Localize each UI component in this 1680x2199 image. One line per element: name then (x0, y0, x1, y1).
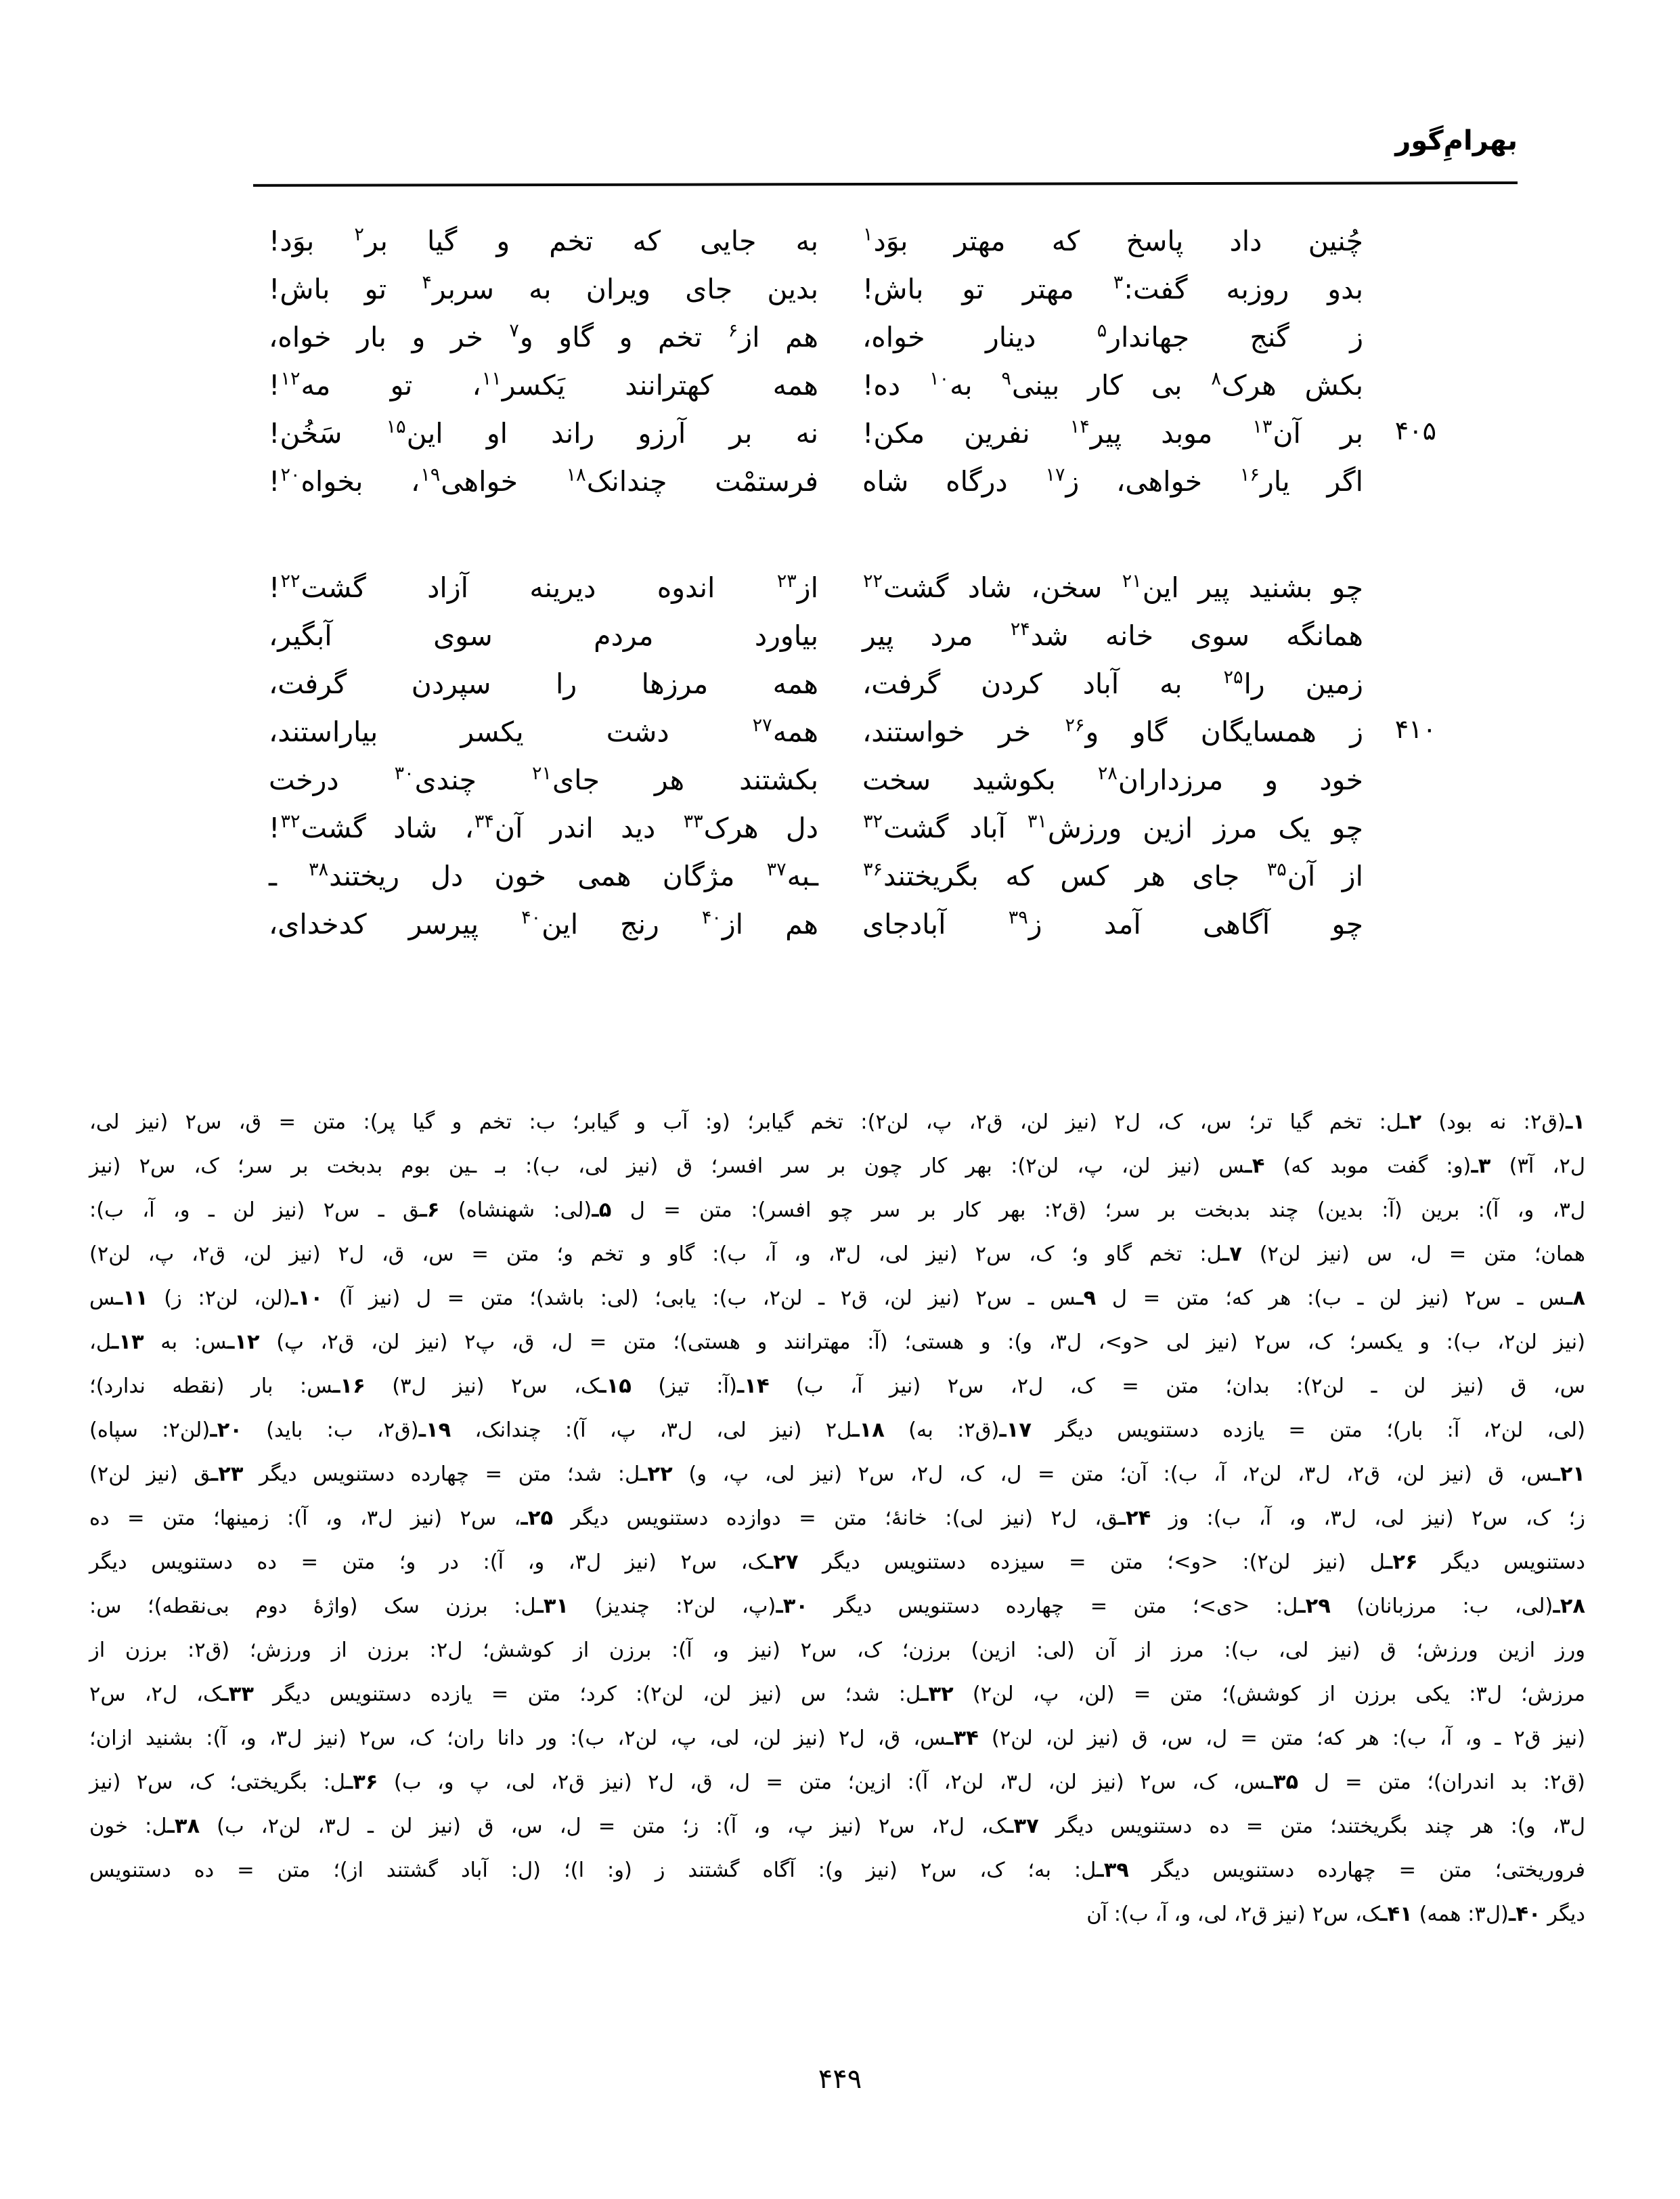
hemistich-second: ـبه$^{۳۷}$ مژگان همی خون دل ریختند$^{۳۸}$ ـ (269, 859, 818, 892)
hemistich-first: بر آن$^{۱۳}$ موبد پیر$^{۱۴}$ نفرین مکن! (862, 416, 1363, 450)
hemistich-first: بدو روزبه گفت:$^۳$ مهتر تو باش! (862, 272, 1364, 305)
apparatus-lemma-number: ۴ـ (1245, 1154, 1265, 1178)
apparatus-lemma-number: ۲۵ـ (521, 1506, 554, 1530)
hemistich-second: هم از$^۶$ تخم و گاو و$^۷$ خر و بار خواه، (269, 320, 818, 353)
footnote-marker: ۲۸ (1097, 763, 1118, 785)
apparatus-lemma-number: ۸ـ (1565, 1286, 1585, 1310)
hemistich-second: همه$^{۲۷}$ دشت یکسر بیاراستند، (269, 715, 818, 748)
verse-line (225, 709, 1436, 757)
apparatus-lemma-number: ۲۱ـ (1553, 1462, 1585, 1486)
footnote-marker: ۳۷ (766, 859, 787, 881)
apparatus-lemma-number: ۱۷ـ (999, 1418, 1032, 1442)
apparatus-lemma-number: ۱۵ـ (599, 1374, 632, 1398)
running-head: بهرامِ‌گور (1395, 125, 1518, 156)
footnote-marker: ۲۴ (1010, 619, 1030, 640)
apparatus-lemma-number: ۱۴ـ (736, 1374, 770, 1398)
verse-line (225, 266, 1436, 314)
hemistich-second: هم از$^{۴۰}$ رنج این$^{۴۰}$ پیرسر کدخدای، (269, 907, 818, 940)
footnote-marker: ۱۵ (386, 416, 406, 438)
footnote-marker: ۱۸ (566, 464, 586, 486)
hemistich-second: به جایی که تخم و گیا بر$^۲$ بوَد! (269, 224, 818, 257)
stanza (225, 218, 1436, 506)
hemistich-first: ز همسایگان گاو و$^{۲۶}$ خر خواستند، (862, 715, 1363, 748)
footnote-marker: ۴ (422, 272, 432, 294)
footnote-marker: ۳۹ (1008, 907, 1028, 929)
footnote-marker: ۳۶ (863, 859, 883, 881)
apparatus-lemma-number: ۳۶ـ (345, 1770, 378, 1794)
apparatus-line: ورز ازین ورزش؛ ق (نیز لی، ب): مرز از آن (لی: ازین) برزن؛ ک، س۲ (نیز و، آ): برزن از کوشش؛ ل۲: برزن از ورزش؛ (ق۲: برزن از (89, 1638, 1585, 1662)
footnote-marker: ۲۰ (280, 464, 301, 486)
footnote-marker: ۳۸ (309, 859, 329, 881)
apparatus-line: (نیز ق۲ ـ و، آ، ب): هر که؛ متن = ل، س، ق (نیز لن، لن۲) ۳۴ـس، ق، ل۲ (نیز لن، لی، پ، لن۲، ب): ور دانا ران؛ ک، س۲ (نیز ل۳، و، آ): بشنید ازان؛ (89, 1726, 1585, 1750)
hemistich-second: همه کهترانند یَکسر$^{۱۱}$، تو مه$^{۱۲}$! (269, 368, 818, 401)
hemistich-first: ز گنج جهاندار$^۵$ دینار خواه، (862, 320, 1363, 353)
stanza (225, 565, 1436, 949)
footnote-marker: ۱۷ (1045, 464, 1065, 486)
critical-apparatus (89, 1100, 1585, 1936)
apparatus-line: ل۲، آ۳) ۳ـ(و: گفت موبد که) ۴ـس (نیز لن، پ، لن۲): بهر کار چون بر سر افسر؛ ق (نیز لی، ب): بـ ـین بوم بدبخت بر سر؛ ک، س۲ (نیز (89, 1154, 1585, 1178)
verse-number (1363, 853, 1436, 858)
apparatus-line: ۱ـ(ق۲: نه بود) ۲ـل: تخم گیا تر؛ س، ک، ل۲ (نیز لن، ق۲، پ، لن۲): تخم گیابر؛ (و: آب و گیابر؛ ب: تخم و گیا پر): متن = ق، س۲ (نیز لی، (89, 1110, 1585, 1134)
verse-number (1363, 362, 1436, 368)
verse-number (1363, 805, 1436, 810)
hemistich-first: بکش هرک$^۸$ بی کار بینی$^۹$ به$^{۱۰}$ ده! (862, 368, 1364, 401)
footnote-marker: ۱۶ (1239, 464, 1260, 486)
verse-line (225, 458, 1436, 506)
hemistich-second: بدین جای ویران به سربر$^۴$ تو باش! (269, 272, 818, 305)
apparatus-line: ز؛ ک، س۲ (نیز لی، ل۳، و، آ، ب): وز ۲۴ـق، ل۲ (نیز لی): خانهٔ؛ متن = دوازده دستنویس دیگر ۲۵ـ، س۲ (نیز ل۳، و، آ): زمینها؛ متن = ده (89, 1506, 1585, 1530)
apparatus-lemma-number: ۳۳ـ (221, 1682, 254, 1706)
apparatus-lemma-number: ۱۲ـ (227, 1330, 260, 1354)
footnote-marker: ۲۶ (1065, 715, 1085, 737)
header-rule (253, 181, 1518, 187)
hemistich-first: چو بشنید پیر این$^{۲۱}$ سخن، شاد گشت$^{۲۲}$ (863, 571, 1363, 604)
footnote-marker: ۱۳ (1252, 416, 1273, 438)
apparatus-lemma-number: ۵ـ (592, 1198, 612, 1222)
apparatus-line: (نیز لن۲، ب): و یکسر؛ ک، س۲ (نیز لی <و>، ل۳، و): و هستی؛ (آ: مهترانند و هستی)؛ متن = ل، ق، پ۲ (نیز لن، ق۲، پ) ۱۲ـس: به ۱۳ـل، (89, 1330, 1585, 1354)
footnote-marker: ۳۵ (1266, 859, 1287, 881)
hemistich-second: همه مرزها را سپردن گرفت، (269, 668, 818, 700)
apparatus-lemma-number: ۱۶ـ (333, 1374, 366, 1398)
hemistich-first: همانگه سوی خانه شد$^{۲۴}$ مرد پیر (862, 619, 1364, 652)
apparatus-lemma-number: ۳۹ـ (1097, 1858, 1129, 1882)
footnote-marker: ۲۷ (752, 715, 772, 737)
footnote-marker: ۲ (354, 224, 364, 246)
verse-number (1363, 757, 1436, 762)
hemistich-first: خود و مرزداران$^{۲۸}$ بکوشید سخت (862, 763, 1363, 796)
footnote-marker: ۱ (863, 224, 873, 246)
apparatus-line: دستنویس دیگر ۲۶ـل (نیز لن۲): <و>؛ متن = سیزده دستنویس دیگر ۲۷ـک، س۲ (نیز ل۳، و، آ): در و؛ متن = ده دستنویس دیگر (89, 1550, 1585, 1574)
footnote-marker: ۵ (1097, 320, 1107, 342)
apparatus-lemma-number: ۲۶ـ (1385, 1550, 1418, 1574)
apparatus-lemma-number: ۳۰ـ (776, 1594, 808, 1618)
apparatus-lemma-number: ۲۴ـ (1118, 1506, 1151, 1530)
apparatus-lemma-number: ۱۰ـ (290, 1286, 324, 1310)
apparatus-lemma-number: ۲۲ـ (640, 1462, 673, 1486)
hemistich-first: از آن$^{۳۵}$ جای هر کس که بگریختند$^{۳۶}$ (863, 859, 1363, 892)
footnote-marker: ۱۴ (1069, 416, 1090, 438)
apparatus-line: (لی، لن۲، آ: بار)؛ متن = یازده دستنویس دیگر ۱۷ـ(ق۲: به) ۱۸ـل۲ (نیز لی، ل۳، پ، آ): چندانک، ۱۹ـ(ق۲، ب: باید) ۲۰ـ(لن۲: سپاه) (89, 1418, 1585, 1442)
hemistich-first: اگر یار$^{۱۶}$ خواهی، ز$^{۱۷}$ درگاه شاه (862, 464, 1363, 498)
footnote-marker: ۲۱ (1122, 571, 1142, 592)
hemistich-first: چُنین داد پاسخ که مهتر بوَد$^۱$ (863, 224, 1363, 257)
footnote-marker: ۳۰ (394, 763, 414, 785)
verse-line (225, 805, 1436, 853)
footnote-marker: ۹ (1001, 368, 1011, 390)
hemistich-first: زمین را$^{۲۵}$ به آباد کردن گرفت، (862, 667, 1363, 700)
footnote-marker: ۲۱ (531, 763, 552, 785)
verse-number (1363, 565, 1436, 570)
footnote-marker: ۸ (1211, 368, 1221, 390)
apparatus-lemma-number: ۲۸ـ (1553, 1594, 1585, 1618)
verse-line (225, 218, 1436, 266)
footnote-marker: ۶ (728, 320, 738, 342)
apparatus-line: ۲۸ـ(لی، ب: مرزبانان) ۲۹ـل: <ی>؛ متن = چهارده دستنویس دیگر ۳۰ـ(پ، لن۲: چندیز) ۳۱ـل: برزن سک (واژهٔ دوم بی‌نقطه)؛ س: (89, 1594, 1585, 1618)
footnote-marker: ۴۰ (521, 907, 541, 929)
apparatus-line: ۲۱ـس، ق (نیز لن، ق۲، ل۳، لن۲، آ، ب): آن؛ متن = ل، ک، ل۲، س۲ (نیز لی، پ، و) ۲۲ـل: شد؛ متن = چهارده دستنویس دیگر ۲۳ـق (نیز لن۲) (89, 1462, 1585, 1486)
apparatus-lemma-number: ۳۸ـ (167, 1814, 200, 1838)
apparatus-line: (ق۲: بد اندران)؛ متن = ل ۳۵ـس، ک، س۲ (نیز لن، ل۳، لن۲، آ): ازین؛ متن = ل، ق، ل۲ (نیز ق۲، لی، پ و، ب) ۳۶ـل: بگریختی؛ ک، س۲ (نیز (89, 1770, 1585, 1794)
apparatus-lemma-number: ۲۷ـ (766, 1550, 799, 1574)
verse-number (1363, 613, 1436, 618)
footnote-marker: ۱۲ (280, 368, 301, 390)
footnote-marker: ۳۳ (683, 811, 703, 833)
footnote-marker: ۱۹ (420, 464, 441, 486)
footnote-marker: ۳۲ (280, 811, 301, 833)
apparatus-line: ل۳، و، آ): برین (آ: بدین) چند بدبخت بر سر؛ (ق۲: بهر کار بر سر چو افسر): متن = ل ۵ـ(لی: شهنشاه) ۶ـق ـ س۲ (نیز لن ـ و، آ، ب): (89, 1198, 1585, 1222)
footnote-marker: ۳۴ (474, 811, 494, 833)
apparatus-lemma-number: ۴۱ـ (1380, 1902, 1413, 1926)
apparatus-lemma-number: ۳۷ـ (1007, 1814, 1039, 1838)
verse-line (225, 362, 1436, 410)
hemistich-first: چو آگاهی آمد ز$^{۳۹}$ آبادجای (862, 907, 1364, 940)
apparatus-lemma-number: ۳۴ـ (946, 1726, 979, 1750)
apparatus-lemma-number: ۲۹ـ (1298, 1594, 1331, 1618)
apparatus-line: فروریختی؛ متن = چهارده دستنویس دیگر ۳۹ـل: به؛ ک، س۲ (نیز و): آگاه گشتند ز (و: ا)؛ (ل: آباد گشتند از)؛ متن = ده دستنویس (89, 1858, 1585, 1882)
apparatus-lemma-number: ۲ـ (1402, 1110, 1422, 1134)
apparatus-lemma-number: ۱۸ـ (852, 1418, 885, 1442)
footnote-marker: ۷ (509, 320, 519, 342)
apparatus-lemma-number: ۹ـ (1076, 1286, 1097, 1310)
apparatus-lemma-number: ۱۱ـ (115, 1286, 148, 1310)
verse-number (1363, 314, 1436, 320)
verse-line (225, 901, 1436, 949)
verse-block (225, 218, 1436, 949)
verse-number (1363, 266, 1436, 271)
verse-number (1363, 901, 1436, 907)
verse-number (1363, 661, 1436, 666)
apparatus-line: ل۳، و): هر چند بگریختند؛ متن = ده دستنویس دیگر ۳۷ـک، ل۲، س۲ (نیز پ، و، آ): ز؛ متن = ل، س، ق (نیز لن ـ ل۳، لن۲، ب) ۳۸ـل: خون (89, 1814, 1585, 1838)
verse-number: ۴۱۰ (1394, 714, 1436, 744)
verse-number (1363, 218, 1436, 223)
apparatus-line: ۸ـس ـ س۲ (نیز لن ـ ب): هر که؛ متن = ل ۹ـس ـ س۲ (نیز لن، ق۲ ـ لن۲، ب): یابی؛ (لی: باشد)؛ متن = ل (نیز آ) ۱۰ـ(لن، لن۲: ز) ۱۱ـس (89, 1286, 1585, 1310)
footnote-marker: ۴۰ (701, 907, 722, 929)
verse-line (225, 613, 1436, 661)
apparatus-lemma-number: ۳۵ـ (1266, 1770, 1299, 1794)
footnote-marker: ۲۲ (863, 571, 883, 592)
footnote-marker: ۱۱ (481, 368, 502, 390)
apparatus-lemma-number: ۶ـ (420, 1198, 440, 1222)
footnote-marker: ۲۵ (1223, 667, 1243, 689)
apparatus-lemma-number: ۷ـ (1222, 1242, 1242, 1266)
verse-line (225, 410, 1436, 458)
verse-line (225, 661, 1436, 709)
verse-line (225, 853, 1436, 901)
footnote-marker: ۳۲ (863, 811, 883, 833)
apparatus-lemma-number: ۱ـ (1565, 1110, 1585, 1134)
apparatus-lemma-number: ۴۰ـ (1508, 1902, 1541, 1926)
hemistich-first: چو یک مرز ازین ورزش$^{۳۱}$ آباد گشت$^{۳۲}$ (863, 811, 1363, 844)
apparatus-lemma-number: ۱۹ـ (418, 1418, 451, 1442)
apparatus-lemma-number: ۲۳ـ (211, 1462, 244, 1486)
footnote-marker: ۳ (1113, 272, 1124, 294)
verse-number: ۴۰۵ (1394, 416, 1436, 445)
footnote-marker: ۱۰ (929, 368, 950, 390)
apparatus-line: دیگر ۴۰ـ(ل۳: همه) ۴۱ـک، س۲ (نیز ق۲، لی، و، آ، ب): آن (1086, 1902, 1585, 1926)
verse-line (225, 314, 1436, 362)
hemistich-second: نه بر آرزو راند او این$^{۱۵}$ سَخُن! (269, 416, 818, 450)
hemistich-second: بیاورد مردم سوی آبگیر، (269, 619, 818, 652)
apparatus-lemma-number: ۳ـ (1471, 1154, 1491, 1178)
footnote-marker: ۲۳ (776, 571, 797, 592)
hemistich-second: فرستمْت چندانک$^{۱۸}$ خواهی$^{۱۹}$، بخواه$^{۲۰}$! (269, 464, 818, 498)
hemistich-second: بکشتند هر جای$^{۲۱}$ چندی$^{۳۰}$ درخت (269, 763, 818, 796)
apparatus-line: مرزش؛ ل۳: یکی برزن از کوشش)؛ متن = (لن، پ، لن۲) ۳۲ـل: شد؛ س (نیز لن، لن۲): کرد؛ متن = یازده دستنویس دیگر ۳۳ـک، ل۲، س۲ (89, 1682, 1585, 1706)
apparatus-line: س، ق (نیز لن ـ لن۲): بدان؛ متن = ک، ل۲، س۲ (نیز آ، ب) ۱۴ـ(آ: تیز) ۱۵ـک، س۲ (نیز ل۳) ۱۶ـس: بار (نقطه ندارد)؛ (89, 1374, 1585, 1398)
verse-line (225, 757, 1436, 805)
apparatus-lemma-number: ۲۰ـ (210, 1418, 242, 1442)
apparatus-lemma-number: ۳۱ـ (536, 1594, 569, 1618)
hemistich-second: از$^{۲۳}$ اندوه دیرینه آزاد گشت$^{۲۲}$! (269, 571, 818, 604)
verse-line (225, 565, 1436, 613)
footnote-marker: ۲۲ (280, 571, 301, 592)
apparatus-line: همان؛ متن = ل، س (نیز لن۲) ۷ـل: تخم گاو و؛ ک، س۲ (نیز لی، ل۳، و، آ، ب): گاو و تخم و؛ متن = س، ق، ل۲ (نیز لن، ق۲، پ، لن۲) (89, 1242, 1585, 1266)
folio-number: ۴۴۹ (818, 2064, 862, 2095)
apparatus-lemma-number: ۳۲ـ (921, 1682, 954, 1706)
apparatus-lemma-number: ۱۳ـ (111, 1330, 144, 1354)
verse-number (1363, 458, 1436, 464)
footnote-marker: ۳۱ (1027, 811, 1047, 833)
hemistich-second: دل هرک$^{۳۳}$ دید اندر آن$^{۳۴}$، شاد گشت$^{۳۲}$! (269, 811, 818, 844)
